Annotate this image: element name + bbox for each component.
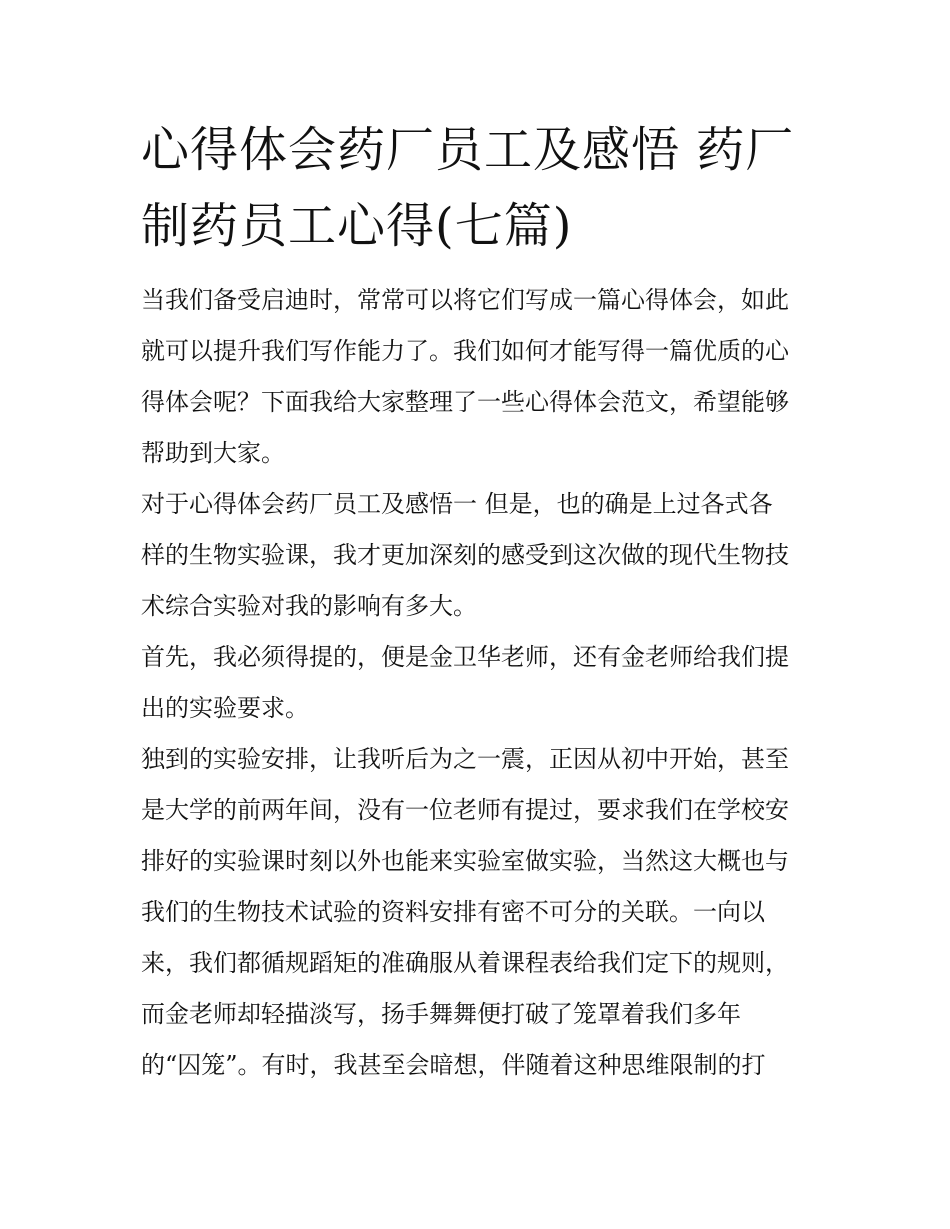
- body-line: 的“囚笼”。有时，我甚至会暗想，伴随着这种思维限制的打: [141, 1051, 766, 1079]
- body-line: 当我们备受启迪时，常常可以将它们写成一篇心得体会，如此: [141, 286, 789, 314]
- body-line: 出的实验要求。: [141, 694, 309, 722]
- document-body: [141, 275, 821, 1091]
- title-line: 制药员工心得(七篇): [141, 198, 573, 254]
- body-line: 术综合实验对我的影响有多大。: [141, 592, 477, 620]
- body-line: 帮助到大家。: [141, 439, 285, 467]
- body-line: 而金老师却轻描淡写，扬手舞舞便打破了笼罩着我们多年: [141, 1000, 741, 1028]
- document-title: [141, 112, 821, 264]
- body-line: 独到的实验安排，让我听后为之一震，正因从初中开始，甚至: [141, 745, 789, 773]
- body-line: 首先，我必须得提的，便是金卫华老师，还有金老师给我们提: [141, 643, 789, 671]
- body-line: 我们的生物技术试验的资料安排有密不可分的关联。一向以: [141, 898, 765, 926]
- body-line: 排好的实验课时刻以外也能来实验室做实验，当然这大概也与: [141, 847, 789, 875]
- body-line: 样的生物实验课，我才更加深刻的感受到这次做的现代生物技: [141, 541, 789, 569]
- title-line: 心得体会药厂员工及感悟 药厂: [141, 122, 795, 178]
- body-line: 对于心得体会药厂员工及感悟一 但是，也的确是上过各式各: [141, 490, 773, 518]
- body-line: 是大学的前两年间，没有一位老师有提过，要求我们在学校安: [141, 796, 789, 824]
- body-line: 就可以提升我们写作能力了。我们如何才能写得一篇优质的心: [141, 337, 789, 365]
- body-line: 得体会呢？下面我给大家整理了一些心得体会范文，希望能够: [141, 388, 789, 416]
- body-line: 来，我们都循规蹈矩的准确服从着课程表给我们定下的规则，: [141, 949, 789, 977]
